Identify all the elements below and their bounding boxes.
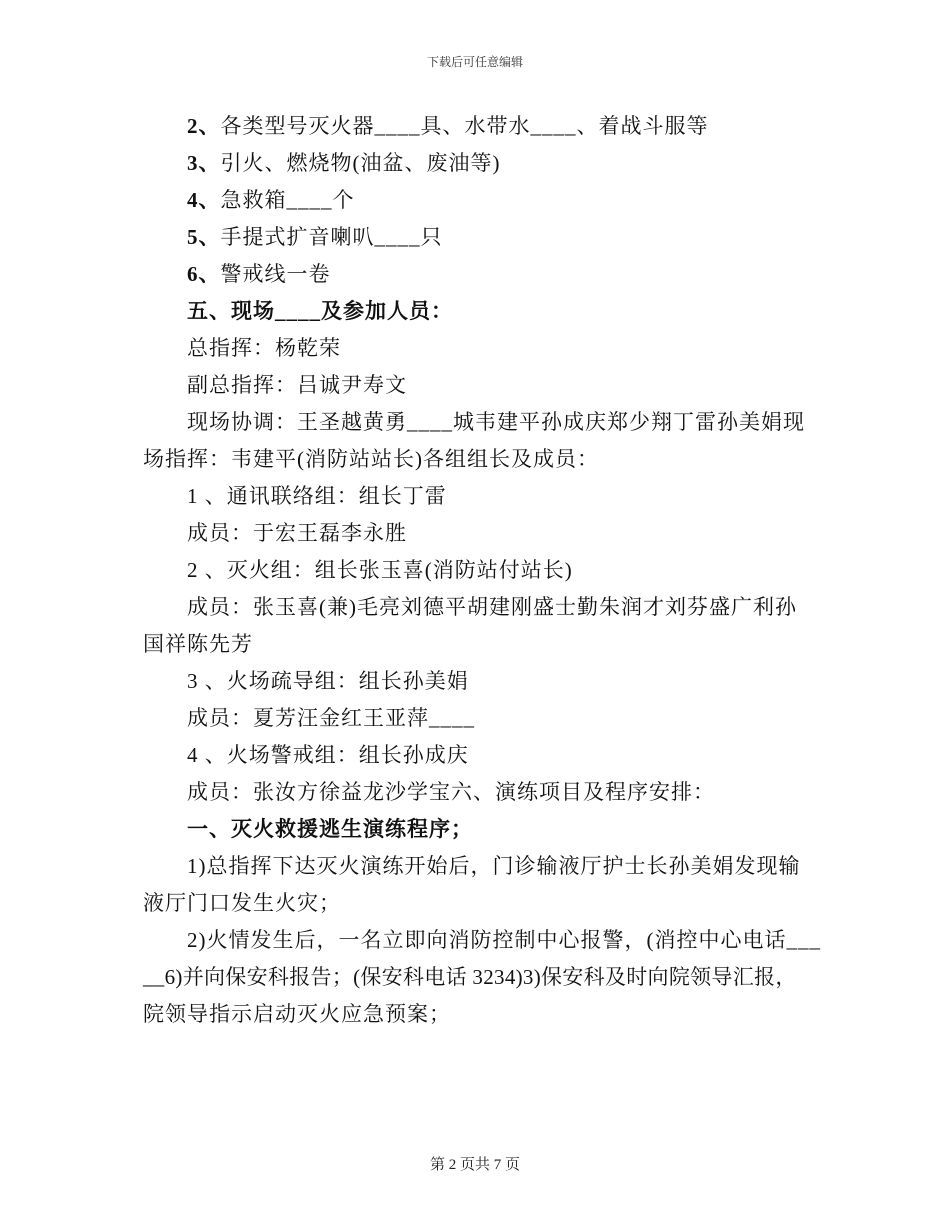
text-line: 2)火情发生后，一名立即向消防控制中心报警，(消控中心电话___	[187, 928, 821, 952]
text-line: 总指挥：杨乾荣	[187, 336, 341, 360]
equipment-item-text: 手提式扩音喇叭____只	[220, 225, 443, 249]
text-line: 场指挥：韦建平(消防站站长)各组组长及成员：	[143, 447, 599, 471]
section-heading-drill: 一、灭火救援逃生演练程序；	[187, 817, 473, 841]
equipment-item	[143, 145, 843, 182]
equipment-item-number: 2、	[187, 114, 221, 138]
text-line: 1)总指挥下达灭火演练开始后，门诊输液厅护士长孙美娟发现输	[187, 854, 801, 878]
text-line: 副总指挥：吕诚尹寿文	[187, 373, 407, 397]
text-line: 成员：于宏王磊李永胜	[187, 521, 407, 545]
equipment-item-number: 3、	[187, 151, 221, 175]
section-heading-staff: 五、现场____及参加人员：	[187, 299, 453, 323]
text-line: 成员：夏芳汪金红王亚萍____	[187, 706, 475, 730]
text-line: 成员：张玉喜(兼)毛亮刘德平胡建刚盛士勤朱润才刘芬盛广利孙	[187, 595, 797, 619]
text-line: 院领导指示启动灭火应急预案；	[143, 1002, 451, 1026]
text-line: 4 、火场警戒组：组长孙成庆	[187, 743, 469, 767]
text-line: 国祥陈先芳	[143, 632, 253, 656]
text-line: 液厅门口发生火灾；	[143, 891, 341, 915]
equipment-item	[143, 256, 843, 293]
equipment-item-text: 引火、燃烧物(油盆、废油等)	[220, 151, 501, 175]
page-number: 第 2 页共 7 页	[429, 1157, 520, 1173]
text-line: 1 、通讯联络组：组长丁雷	[187, 484, 447, 508]
text-line: 成员：张汝方徐益龙沙学宝六、演练项目及程序安排：	[187, 780, 715, 804]
text-line: 现场协调：王圣越黄勇____城韦建平孙成庆郑少翔丁雷孙美娟现	[187, 410, 805, 434]
equipment-item-text: 各类型号灭火器____具、水带水____、着战斗服等	[220, 114, 709, 138]
equipment-item-number: 4、	[187, 188, 221, 212]
text-line: 2 、灭火组：组长张玉喜(消防站付站长)	[187, 558, 573, 582]
document-body	[143, 108, 843, 1033]
text-line: __6)并向保安科报告；(保安科电话 3234)3)保安科及时向院领导汇报，	[143, 965, 797, 989]
equipment-item-text: 急救箱____个	[220, 188, 355, 212]
equipment-item-number: 5、	[187, 225, 221, 249]
equipment-item-text: 警戒线一卷	[220, 262, 331, 286]
text-line: 3 、火场疏导组：组长孙美娟	[187, 669, 469, 693]
equipment-item	[143, 108, 843, 145]
equipment-item	[143, 182, 843, 219]
equipment-item	[143, 219, 843, 256]
equipment-item-number: 6、	[187, 262, 221, 286]
page-header-note: 下载后可任意编辑	[426, 55, 523, 69]
